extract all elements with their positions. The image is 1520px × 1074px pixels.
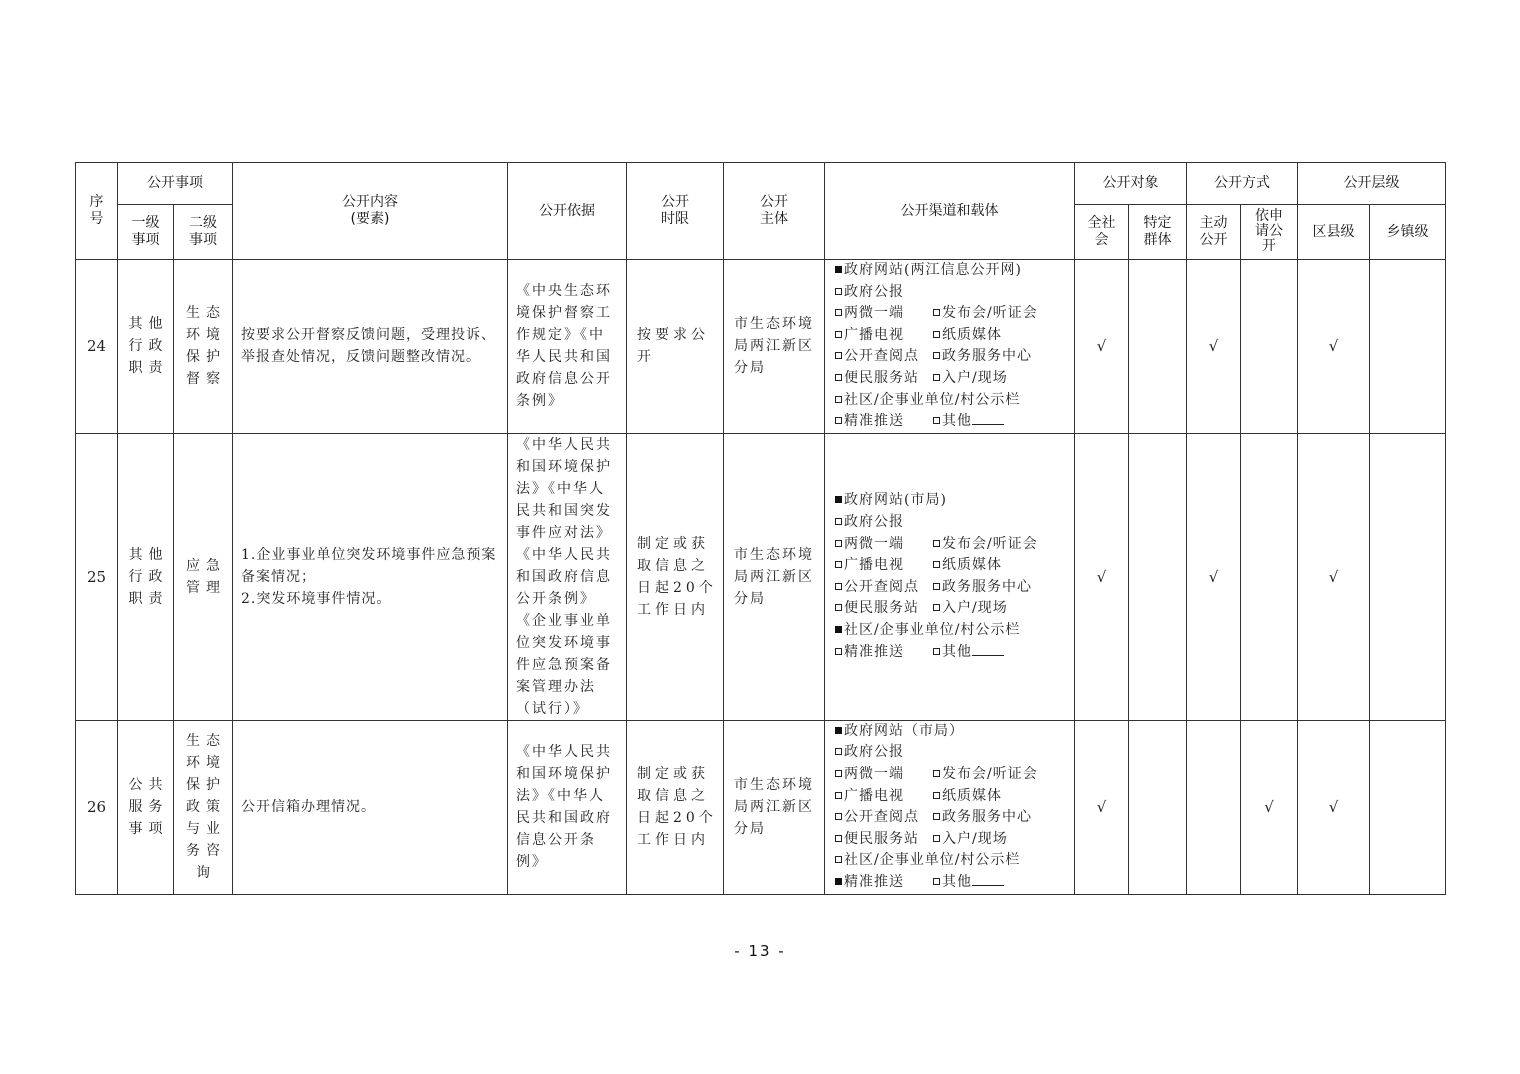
channel-label: 纸质媒体 [942,557,1002,574]
channel-label: 政务服务中心 [942,348,1032,365]
header-level2: 二级事项 [174,205,233,260]
row-channels [825,720,1075,894]
header-target-specific: 特定群体 [1129,205,1187,260]
table-row [76,433,1446,720]
checkbox-icon [835,604,842,611]
checkbox-icon [933,561,940,568]
channel-label: 发布会/听证会 [942,766,1038,783]
checkbox-icon [835,417,842,424]
header-method-active: 主动公开 [1187,205,1241,260]
header-content-line2: (要素) [350,211,390,227]
channel-gazette [835,742,904,764]
row-basis: 《中华人民共和国环境保护法》《中华人民共和国突发事件应对法》《中华人民共和国政府信息公开条例》《企业事业单位突发环境事件应急预案备案管理办法（试行）》 [508,433,627,720]
channel-line [835,390,1070,412]
channel-line [835,555,1070,577]
channel-push [835,642,933,664]
channel-tv [835,786,933,808]
disclosure-table [75,162,1446,895]
channel-other [933,642,1004,664]
checkbox-icon [933,792,940,799]
row-content: 公开信箱办理情况。 [233,720,508,894]
row-subject: 市生态环境局两江新区分局 [724,720,825,894]
row-subject: 市生态环境局两江新区分局 [724,433,825,720]
header-item-group: 公开事项 [118,163,233,205]
checkbox-icon [835,770,842,777]
header-level1: 一级事项 [118,205,174,260]
channel-label: 纸质媒体 [942,326,1002,343]
channel-weiduan [835,534,933,556]
row-method-active: √ [1187,433,1241,720]
channel-label: 其他 [942,643,972,660]
channel-label: 其他 [942,413,972,430]
channel-label: 公开查阅点 [844,348,919,365]
channel-label: 入户/现场 [942,600,1008,617]
row-level-county: √ [1298,433,1370,720]
blank-line [972,643,1004,656]
channel-label: 发布会/听证会 [942,535,1038,552]
checkbox-icon [933,309,940,316]
header-channels: 公开渠道和载体 [825,163,1075,260]
channel-label: 便民服务站 [844,830,919,847]
channel-label: 社区/企事业单位/村公示栏 [844,621,1021,638]
checkbox-icon [933,648,940,655]
header-target-all: 全社会 [1075,205,1129,260]
channel-label: 社区/企事业单位/村公示栏 [844,852,1021,869]
checkbox-icon [933,540,940,547]
checkbox-icon [835,583,842,590]
blank-line [972,412,1004,425]
header-subject: 公开主体 [724,163,825,260]
channel-community [835,390,1020,412]
blank-line [972,873,1004,886]
channel-line [835,303,1070,325]
channel-line [835,260,1070,282]
row-target-all: √ [1075,433,1129,720]
row-method-active [1187,720,1241,894]
channel-line [835,620,1070,642]
channel-line [835,490,1070,512]
header-level-town: 乡镇级 [1370,205,1446,260]
checkbox-icon [933,374,940,381]
channel-label: 广播电视 [844,557,904,574]
header-target-group: 公开对象 [1075,163,1187,205]
row-target-specific [1129,433,1187,720]
checkbox-icon [835,266,842,273]
channel-reading [835,807,933,829]
row-content-line: 1.企业事业单位突发环境事件应急预案备案情况； [241,546,497,585]
channel-station [835,598,933,620]
row-method-request: √ [1241,720,1298,894]
channel-label: 精准推送 [844,413,904,430]
checkbox-icon [835,374,842,381]
channel-label: 入户/现场 [942,830,1008,847]
channel-paper [933,786,1002,808]
header-level-county: 区县级 [1298,205,1370,260]
channel-press [933,303,1038,325]
row-channels [825,260,1075,434]
channel-reading [835,577,933,599]
row-target-specific [1129,720,1187,894]
checkbox-icon [933,604,940,611]
checkbox-icon [835,856,842,863]
checkbox-icon [835,813,842,820]
channel-label: 政务服务中心 [942,578,1032,595]
checkbox-icon [835,496,842,503]
channel-label: 精准推送 [844,643,904,660]
row-level1: 公共服务事项 [118,720,174,894]
channel-tv [835,325,933,347]
channel-label: 便民服务站 [844,369,919,386]
channel-line [835,411,1070,433]
channel-line [835,368,1070,390]
table-row [76,260,1446,434]
checkbox-icon [933,813,940,820]
channel-line [835,534,1070,556]
channel-line [835,764,1070,786]
channel-tv [835,555,933,577]
channel-line [835,642,1070,664]
row-seq: 24 [76,260,118,434]
row-level1: 其他行政职责 [118,433,174,720]
channel-weiduan [835,764,933,786]
channel-label: 政府公报 [844,283,904,300]
row-seq: 26 [76,720,118,894]
checkbox-icon [835,540,842,547]
header-seq: 序号 [76,163,118,260]
row-level-town [1370,433,1446,720]
channel-service-center [933,807,1032,829]
channel-label: 两微一端 [844,535,904,552]
checkbox-icon [933,878,940,885]
checkbox-icon [835,518,842,525]
channel-label: 发布会/听证会 [942,305,1038,322]
channel-press [933,534,1038,556]
row-level2: 生态环境保护政策与业务咨询 [174,720,233,894]
checkbox-icon [835,727,842,734]
channel-gazette [835,282,904,304]
channel-line [835,282,1070,304]
row-target-specific [1129,260,1187,434]
checkbox-icon [835,626,842,633]
page-number: - 13 - [734,942,786,960]
checkbox-icon [933,352,940,359]
channel-label: 政府公报 [844,744,904,761]
row-time-limit: 制定或获取信息之日起20个工作日内 [627,720,724,894]
checkbox-icon [933,770,940,777]
channel-label: 两微一端 [844,305,904,322]
channel-gazette [835,512,904,534]
row-time-limit: 按要求公开 [627,260,724,434]
row-target-all: √ [1075,720,1129,894]
channel-line [835,598,1070,620]
channel-service-center [933,577,1032,599]
row-time-limit: 制定或获取信息之日起20个工作日内 [627,433,724,720]
channel-line [835,850,1070,872]
row-level-town [1370,720,1446,894]
checkbox-icon [835,878,842,885]
channel-label: 政府网站(两江信息公开网) [844,262,1022,278]
channel-label: 其他 [942,874,972,891]
row-content-line: 2.突发环境事件情况。 [241,590,392,607]
checkbox-icon [835,288,842,295]
channel-push [835,411,933,433]
header-time-limit: 公开时限 [627,163,724,260]
row-seq: 25 [76,433,118,720]
channel-community [835,850,1020,872]
channel-label: 广播电视 [844,326,904,343]
checkbox-icon [933,835,940,842]
row-level2: 应急管理 [174,433,233,720]
checkbox-icon [933,583,940,590]
table-row [76,720,1446,894]
channel-household [933,829,1008,851]
row-method-request [1241,260,1298,434]
row-content: 按要求公开督察反馈问题，受理投诉、举报查处情况，反馈问题整改情况。 [233,260,508,434]
channel-other [933,872,1004,894]
checkbox-icon [835,748,842,755]
channel-label: 政府公报 [844,513,904,530]
channel-community [835,620,1020,642]
row-content [233,433,508,720]
channel-press [933,764,1038,786]
header-method-request: 依申请公开 [1241,205,1298,260]
header-method-group: 公开方式 [1187,163,1298,205]
checkbox-icon [835,561,842,568]
row-level-town [1370,260,1446,434]
channel-website [835,260,1022,282]
row-method-request [1241,433,1298,720]
row-channels [825,433,1075,720]
checkbox-icon [835,331,842,338]
channel-website [835,721,964,743]
checkbox-icon [933,417,940,424]
channel-other [933,411,1004,433]
row-subject: 市生态环境局两江新区分局 [724,260,825,434]
channel-reading [835,346,933,368]
channel-line [835,577,1070,599]
channel-line [835,512,1070,534]
checkbox-icon [835,648,842,655]
channel-label: 两微一端 [844,766,904,783]
header-content [233,163,508,260]
channel-line [835,325,1070,347]
row-level2: 生态环境保护督察 [174,260,233,434]
channel-weiduan [835,303,933,325]
channel-line [835,786,1070,808]
channel-label: 政府网站(市局) [844,492,947,509]
channel-label: 入户/现场 [942,369,1008,386]
channel-label: 纸质媒体 [942,787,1002,804]
checkbox-icon [835,309,842,316]
channel-station [835,368,933,390]
row-level1: 其他行政职责 [118,260,174,434]
header-content-line1: 公开内容 [342,194,398,210]
channel-label: 政府网站（市局） [844,722,964,739]
header-level-group: 公开层级 [1298,163,1446,205]
row-basis: 《中华人民共和国环境保护法》《中华人民共和国政府信息公开条例》 [508,720,627,894]
channel-station [835,829,933,851]
channel-household [933,598,1008,620]
row-level-county: √ [1298,720,1370,894]
channel-website [835,490,947,512]
channel-line [835,346,1070,368]
channel-push [835,872,933,894]
channel-service-center [933,346,1032,368]
checkbox-icon [835,396,842,403]
checkbox-icon [835,835,842,842]
channel-label: 便民服务站 [844,600,919,617]
checkbox-icon [835,352,842,359]
channel-label: 政务服务中心 [942,809,1032,826]
row-basis: 《中央生态环境保护督察工作规定》《中华人民共和国政府信息公开条例》 [508,260,627,434]
header-basis: 公开依据 [508,163,627,260]
channel-label: 广播电视 [844,787,904,804]
channel-label: 公开查阅点 [844,809,919,826]
row-method-active: √ [1187,260,1241,434]
channel-line [835,872,1070,894]
row-target-all: √ [1075,260,1129,434]
checkbox-icon [835,792,842,799]
channel-label: 精准推送 [844,874,904,891]
channel-paper [933,325,1002,347]
channel-line [835,829,1070,851]
channel-label: 公开查阅点 [844,578,919,595]
channel-paper [933,555,1002,577]
row-level-county: √ [1298,260,1370,434]
checkbox-icon [933,331,940,338]
channel-label: 社区/企事业单位/村公示栏 [844,391,1021,408]
channel-household [933,368,1008,390]
channel-line [835,721,1070,743]
channel-line [835,742,1070,764]
channel-line [835,807,1070,829]
